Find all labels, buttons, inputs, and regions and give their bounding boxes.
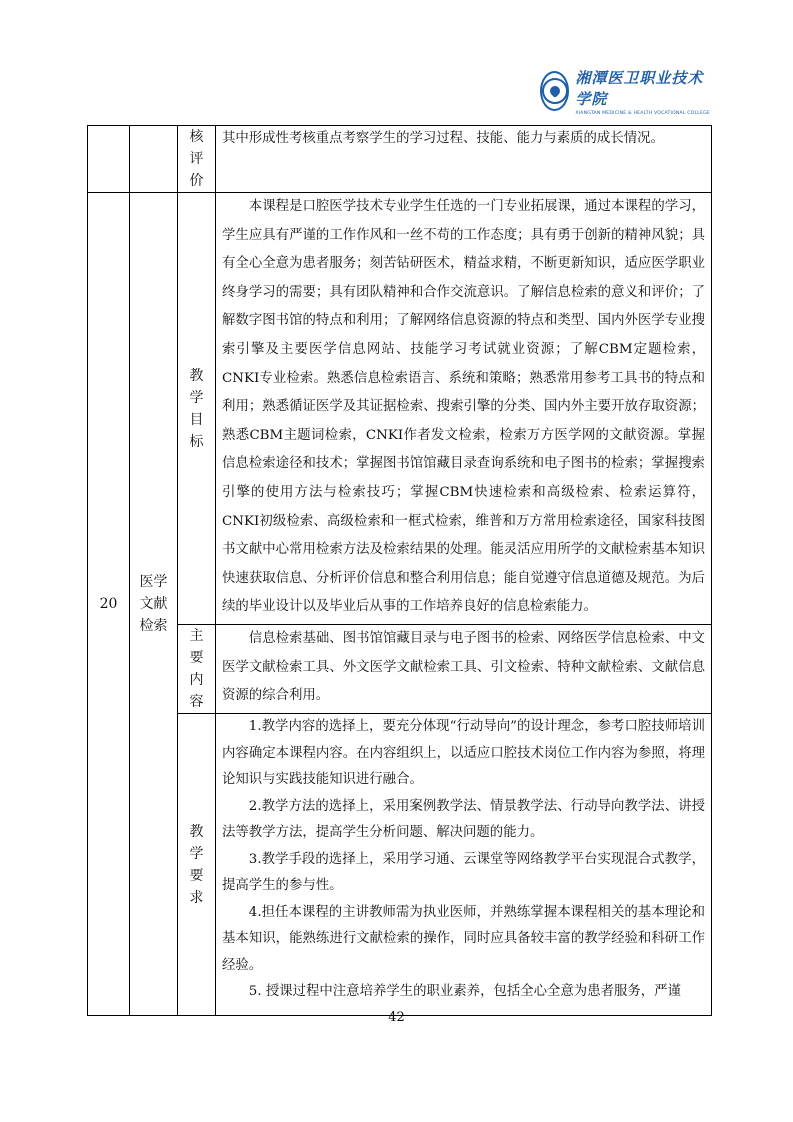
goals-text-cell — [216, 193, 712, 625]
table-row-requirements — [88, 714, 712, 1016]
requirement-item-3: 3.教学手段的选择上，采用学习通、云课堂等网络教学平台实现混合式教学，提高学生的参与性。 — [222, 851, 705, 893]
college-name — [575, 67, 710, 116]
requirement-item-4: 4.担任本课程的主讲教师需为执业医师，并熟练掌握本课程相关的基本理论和基本知识，能熟练进行文献检索的操作，同时应具备较丰富的教学经验和科研工作经验。 — [222, 904, 705, 973]
page-number: 42 — [388, 1010, 405, 1025]
course-number: 20 — [88, 193, 130, 1016]
table-row-content — [88, 625, 712, 714]
requirement-item-2: 2.教学方法的选择上，采用案例教学法、情景教学法、行动导向教学法、讲授法等教学方法，提高学生分析问题、解决问题的能力。 — [222, 798, 705, 840]
college-name-cn: 湘潭医卫职业技术学院 — [575, 68, 704, 108]
table-row-assessment — [88, 126, 712, 193]
content-text: 信息检索基础、图书馆馆藏目录与电子图书的检索、网络医学信息检索、中文医学文献检索工具、外文医学文献检索工具、引文检索、特种文献检索、文献信息资源的综合利用。 — [222, 631, 705, 704]
content-text-cell — [216, 625, 712, 714]
table-row-goals — [88, 193, 712, 625]
college-logo — [540, 68, 710, 114]
cell-number-empty — [88, 126, 130, 193]
college-name-en: XIANGTAN MEDICINE & HEALTH VOCATIONAL COLLEGE — [575, 110, 710, 116]
assessment-text-cell — [216, 126, 712, 193]
college-emblem-icon — [540, 71, 569, 111]
assessment-text: 其中形成性考核重点考察学生的学习过程、技能、能力与素质的成长情况。 — [222, 131, 664, 146]
assessment-label: 核 评 价 — [178, 126, 216, 193]
requirements-text-cell — [216, 714, 712, 1016]
cell-name-empty — [130, 126, 178, 193]
curriculum-table — [87, 125, 712, 1016]
requirement-item-1: 1.教学内容的选择上，要充分体现“行动导向”的设计理念，参考口腔技师培训内容确定本课程内容。在内容组织上，以适应口腔技术岗位工作内容为参照，将理论知识与实践技能知识进行融合。 — [222, 719, 705, 787]
requirements-label: 教 学 要 求 — [178, 714, 216, 1016]
course-name: 医学 文献 检索 — [130, 193, 178, 1016]
content-label: 主 要 内 容 — [178, 625, 216, 714]
goals-label: 教 学 目 标 — [178, 193, 216, 625]
goals-text: 本课程是口腔医学技术专业学生任选的一门专业拓展课，通过本课程的学习，学生应具有严谨的工作作风和一丝不苟的工作态度；具有勇于创新的精神风貌；具有全心全意为患者服务；刻苦钻研医术，精益求精，不断更新知识，适应医学职业终身学习的需要；具有团队精神和合作交流意识。了解信息检索的意义和评价；了解数字图书馆的特点和利用；了解网络信息资源的特点和类型、国内外医学专业搜索引擎及主要医学信息网站、技能学习考试就业资源；了解CBM定题检索，CNKI专业检索。熟悉信息检索语言、系统和策略；熟悉常用参考工具书的特点和利用；熟悉循证医学及其证据检索、搜索引擎的分类、国内外主要开放存取资源；熟悉CBM主题词检索，CNKI作者发文检索，检索万方医学网的文献资源。掌握信息检索途径和技术；掌握图书馆馆藏目录查询系统和电子图书的检索；掌握搜索引擎的使用方法与检索技巧；掌握CBM快速检索和高级检索、检索运算符，CNKI初级检索、高级检索和一框式检索，维普和万方常用检索途径，国家科技图书文献中心常用检索方法及检索结果的处理。能灵活应用所学的文献检索基本知识快速获取信息、分析评价信息和整合利用信息；能自觉遵守信息道德及规范。为后续的毕业设计以及毕业后从事的工作培养良好的信息检索能力。 — [222, 199, 705, 615]
requirement-item-5: 5. 授课过程中注意培养学生的职业素养，包括全心全意为患者服务，严谨 — [248, 984, 681, 999]
